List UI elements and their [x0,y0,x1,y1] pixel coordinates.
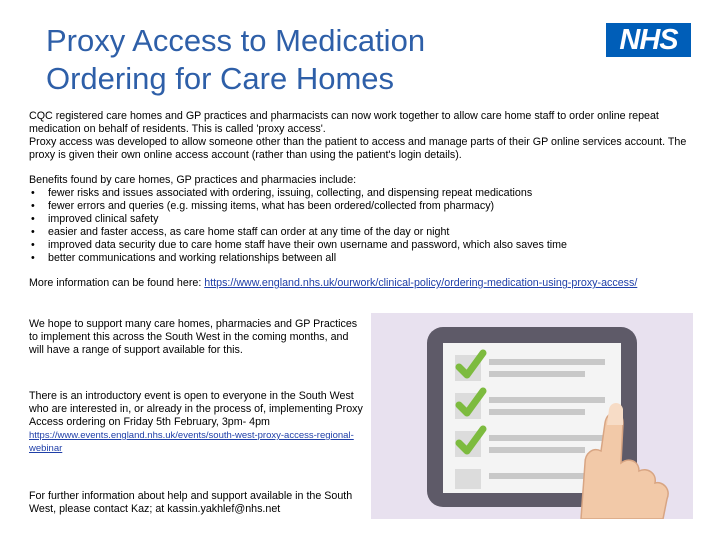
list-item [29,200,699,213]
title-line-1: Proxy Access to Medication [46,23,426,58]
event-paragraph [29,390,364,455]
list-item-text: improved clinical safety [48,213,159,225]
webinar-link[interactable]: https://www.events.england.nhs.uk/events/south-west-proxy-access-regional-webinar [29,430,354,454]
list-item [29,252,699,265]
contact-paragraph [29,490,364,516]
benefits-list [29,187,699,265]
page-title [46,22,566,98]
intro-paragraph-2: Proxy access was developed to allow someone other than the patient to access and manage parts of their GP online services account. The proxy is given their own online access account (rather than using the patient's login details). [29,136,687,161]
list-item-text: fewer errors and queries (e.g. missing items, what has been ordered/collected from pharmacy) [48,200,495,212]
bullet-icon: • [31,252,35,264]
bullet-icon: • [31,213,35,225]
bullet-icon: • [31,200,35,212]
bullet-icon: • [31,239,35,251]
bullet-icon: • [31,187,35,199]
nhs-logo: NHS [606,23,691,57]
more-info [29,277,699,290]
list-item [29,187,699,200]
benefits-heading: Benefits found by care homes, GP practices and pharmacies include: [29,174,357,186]
contact-text: For further information about help and support available in the South West, please contact Kaz; at kassin.yakhlef@nhs.net [29,490,353,515]
intro-paragraph-1: CQC registered care homes and GP practices and pharmacists can now work together to allow care home staff to order online repeat medication on behalf of residents. This is called 'proxy access'. [29,110,659,135]
list-item-text: better communications and working relationships between all [48,252,337,264]
support-paragraph [29,318,364,357]
event-text: There is an introductory event is open to everyone in the South West who are interested in, or already in the process of, implementing Proxy Access ordering on Friday 5th February, 3pm- 4pm [29,390,363,428]
title-line-2: Ordering for Care Homes [46,61,395,96]
list-item [29,239,699,252]
benefits-section [29,174,699,265]
list-item [29,213,699,226]
more-info-text: More information can be found here: [29,277,205,289]
intro-section [29,110,699,162]
list-item [29,226,699,239]
guidance-link[interactable]: https://www.england.nhs.uk/ourwork/clinical-policy/ordering-medication-using-proxy-access/ [204,277,638,289]
list-item-text: improved data security due to care home staff have their own username and password, which also saves time [48,239,568,251]
support-text: We hope to support many care homes, pharmacies and GP Practices to implement this across the South West in the coming months, and will have a range of support available for this. [29,318,358,356]
tablet-checklist-image [371,313,693,519]
list-item-text: easier and faster access, as care home staff can order at any time of the day or night [48,226,450,238]
tablet-illustration [371,313,693,519]
list-item-text: fewer risks and issues associated with ordering, issuing, collecting, and dispensing repeat medications [48,187,533,199]
bullet-icon: • [31,226,35,238]
